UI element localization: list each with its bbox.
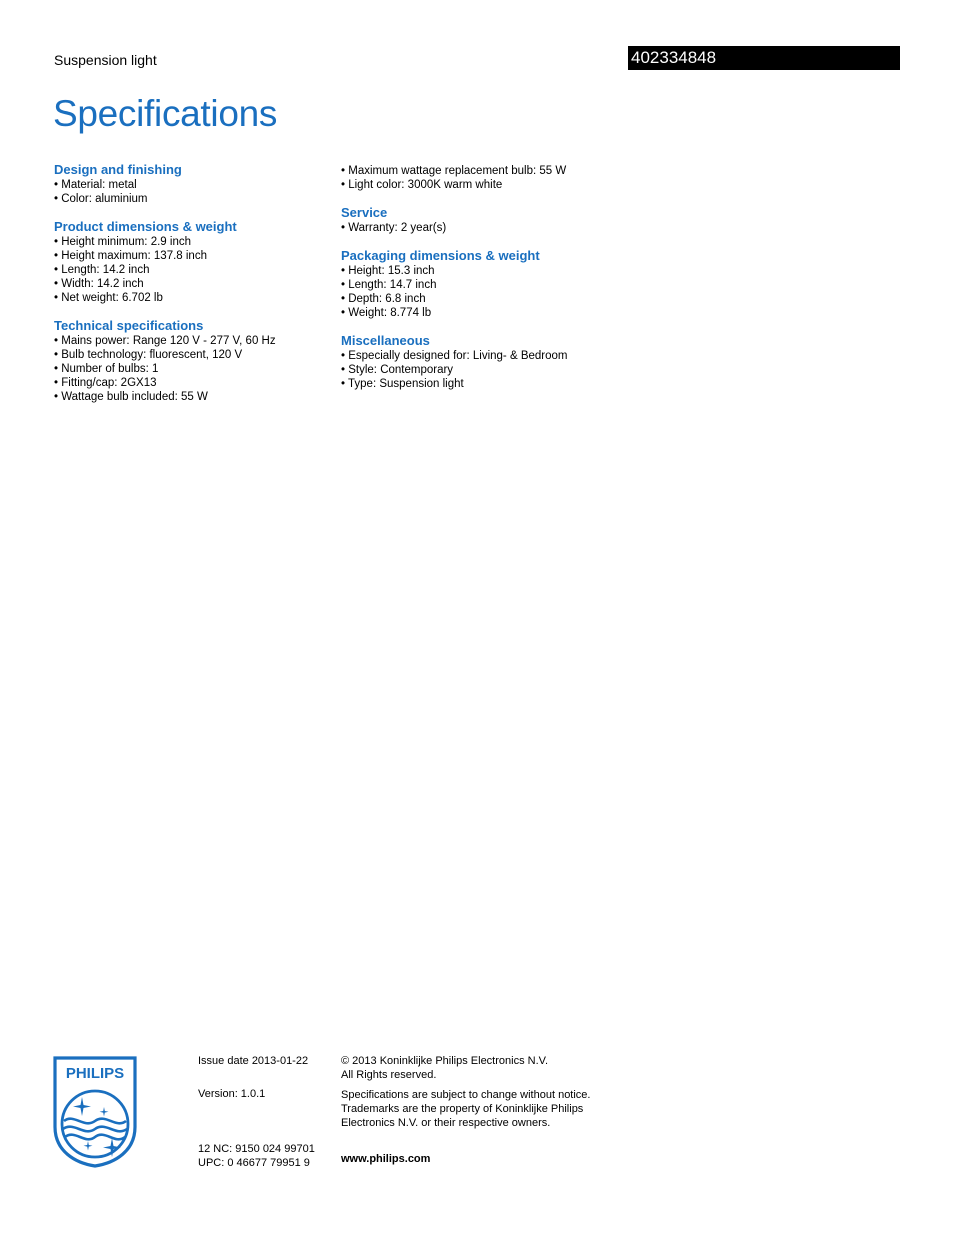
product-code: 402334848 — [631, 48, 717, 67]
nc-code: 12 NC: 9150 024 99701 — [198, 1143, 315, 1155]
spec-item: • Number of bulbs: 1 — [54, 362, 324, 376]
product-type: Suspension light — [54, 52, 157, 68]
section-product-dimensions — [54, 219, 324, 305]
spec-item: • Height minimum: 2.9 inch — [54, 235, 324, 249]
logo-wordmark: PHILIPS — [65, 1065, 125, 1082]
spec-item: • Light color: 3000K warm white — [341, 178, 611, 192]
spec-item: • Material: metal — [54, 178, 324, 192]
spec-item: • Fitting/cap: 2GX13 — [54, 376, 324, 390]
spec-item: • Mains power: Range 120 V - 277 V, 60 Hz — [54, 334, 324, 348]
spec-item: • Width: 14.2 inch — [54, 277, 324, 291]
spec-list — [54, 334, 324, 404]
philips-shield-logo-icon — [52, 1055, 138, 1169]
section-title: Product dimensions & weight — [54, 219, 237, 234]
page-title: Specifications — [53, 93, 278, 134]
footer-info-right — [341, 1054, 631, 1166]
section-packaging — [341, 248, 611, 320]
section-design — [54, 162, 324, 206]
section-title: Design and finishing — [54, 162, 182, 177]
section-title: Service — [341, 205, 388, 220]
spec-list — [54, 235, 324, 305]
spec-item: • Color: aluminium — [54, 192, 324, 206]
spec-item: • Depth: 6.8 inch — [341, 292, 611, 306]
copyright-line: All Rights reserved. — [341, 1069, 437, 1081]
notice-line: Specifications are subject to change without notice. — [341, 1089, 591, 1101]
left-column — [54, 162, 324, 417]
section-technical-continued — [341, 164, 611, 192]
section-title: Technical specifications — [54, 318, 204, 333]
right-column — [341, 162, 611, 404]
spec-item: • Maximum wattage replacement bulb: 55 W — [341, 164, 611, 178]
section-miscellaneous — [341, 333, 611, 391]
spec-item: • Height maximum: 137.8 inch — [54, 249, 324, 263]
spec-item: • Style: Contemporary — [341, 363, 611, 377]
product-code-bar — [628, 46, 900, 70]
section-service — [341, 205, 611, 235]
spec-list — [341, 349, 611, 391]
spec-item: • Type: Suspension light — [341, 377, 611, 391]
notice-line: Electronics N.V. or their respective owners. — [341, 1117, 551, 1129]
copyright-line: © 2013 Koninklijke Philips Electronics N.V. — [341, 1055, 549, 1067]
upc-code: UPC: 0 46677 79951 9 — [198, 1157, 310, 1169]
spec-item: • Wattage bulb included: 55 W — [54, 390, 324, 404]
website-link[interactable]: www.philips.com — [341, 1153, 431, 1165]
spec-item: • Especially designed for: Living- & Bedroom — [341, 349, 611, 363]
section-technical — [54, 318, 324, 404]
version: Version: 1.0.1 — [198, 1088, 266, 1100]
spec-item: • Warranty: 2 year(s) — [341, 221, 611, 235]
spec-item: • Length: 14.2 inch — [54, 263, 324, 277]
section-title: Miscellaneous — [341, 333, 430, 348]
spec-item: • Height: 15.3 inch — [341, 264, 611, 278]
spec-item: • Net weight: 6.702 lb — [54, 291, 324, 305]
spec-item: • Bulb technology: fluorescent, 120 V — [54, 348, 324, 362]
issue-date: Issue date 2013-01-22 — [198, 1055, 309, 1067]
notice-line: Trademarks are the property of Koninklijke Philips — [341, 1103, 584, 1115]
spec-item: • Weight: 8.774 lb — [341, 306, 611, 320]
spec-list — [341, 221, 611, 235]
footer-info-left — [198, 1054, 328, 1170]
spec-list — [341, 264, 611, 320]
spec-list — [341, 164, 611, 192]
spec-list — [54, 178, 324, 206]
spec-item: • Length: 14.7 inch — [341, 278, 611, 292]
section-title: Packaging dimensions & weight — [341, 248, 540, 263]
